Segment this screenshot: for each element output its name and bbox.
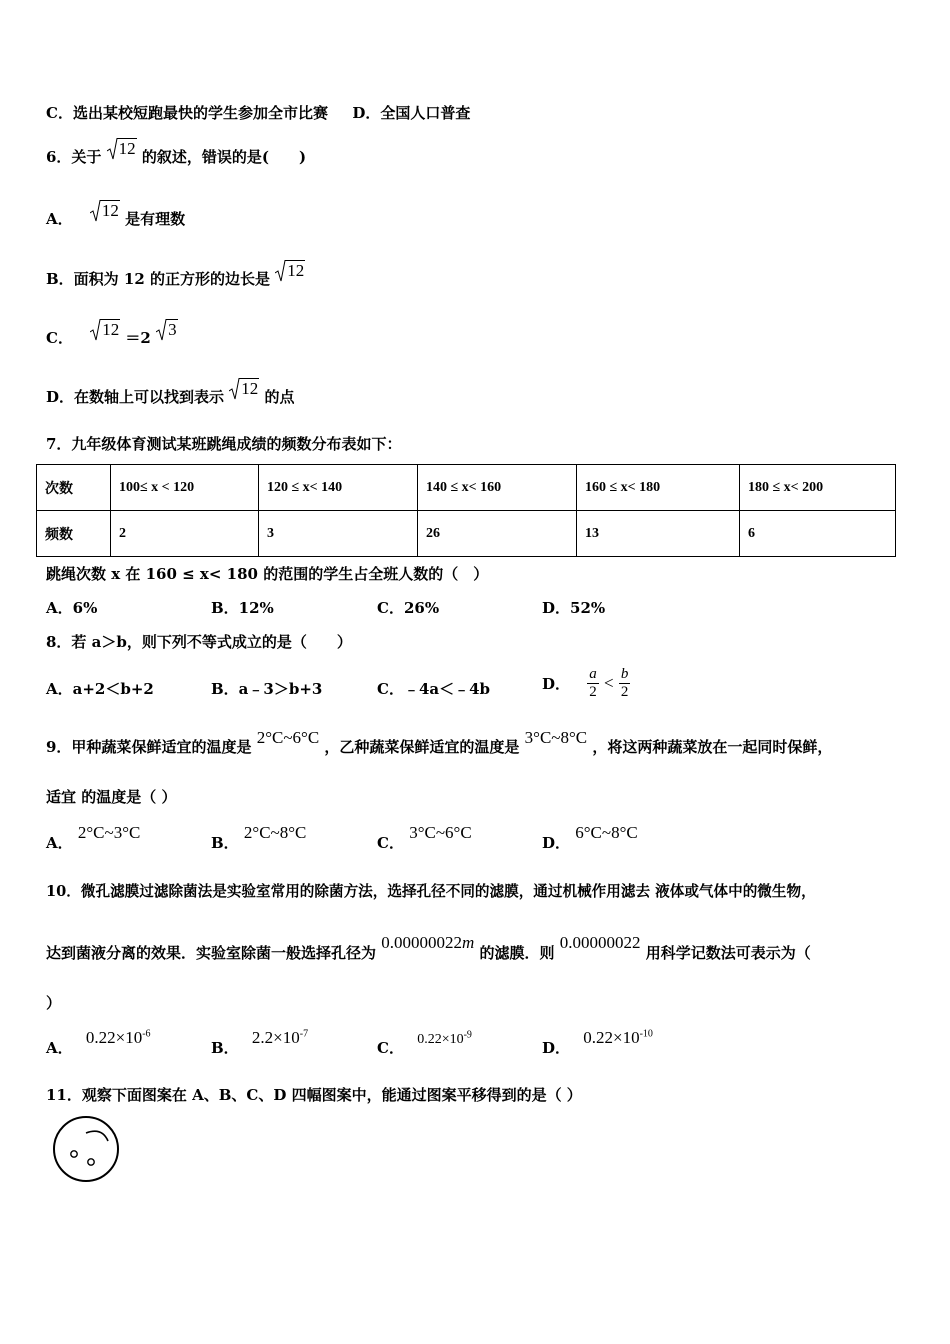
table-cell: 120 ≤ x< 140: [259, 465, 418, 511]
q7-option-d: D．52%: [542, 599, 606, 617]
q5-line: [46, 102, 470, 123]
table-cell: 6: [740, 511, 896, 557]
q9-option-b: B． 2°C~8°C: [211, 823, 307, 852]
q7-option-a: A．6%: [46, 599, 98, 617]
q10-value-m: 0.00000022m: [381, 933, 475, 952]
q6-c-sqrt: 12: [90, 320, 120, 340]
q9-range-1: 2°C~6°C: [256, 728, 320, 747]
table-row: [37, 511, 896, 557]
q5-option-c: C．选出某校短跑最快的学生参加全市比赛: [46, 104, 328, 122]
q9-stem-line2: 适宜 的温度是（ ）: [46, 788, 177, 806]
table-cell: 3: [259, 511, 418, 557]
fraction-b-over-2: $\frac{b}{2}$: [620, 666, 629, 700]
q6-option-a: A． 12 是有理数: [46, 201, 186, 228]
q11-stem: 11．观察下面图案在 A、B、C、D 四幅图案中，能通过图案平移得到的是（ ）: [46, 1086, 582, 1104]
q9-stem-line1: 9．甲种蔬菜保鲜适宜的温度是 2°C~6°C ，乙种蔬菜保鲜适宜的温度是 3°C~8°C ，将这两种蔬菜放在一起同时保鲜，: [46, 728, 833, 756]
table-cell: 频数: [37, 511, 111, 557]
q10-stem-line2: 达到菌液分离的效果．实验室除菌一般选择孔径为 0.00000022m 的滤膜．则 0.00000022 用科学记数法可表示为（: [46, 933, 811, 962]
table-cell: 140 ≤ x< 160: [418, 465, 577, 511]
table-cell: 次数: [37, 465, 111, 511]
table-cell: 180 ≤ x< 200: [740, 465, 896, 511]
table-cell: 2: [111, 511, 259, 557]
table-cell: 26: [418, 511, 577, 557]
q9-option-d: D． 6°C~8°C: [542, 823, 638, 852]
fraction-a-over-2: $\frac{a}{2}$: [589, 666, 597, 700]
q9-range-2: 3°C~8°C: [524, 728, 588, 747]
q7-stem: 7．九年级体育测试某班跳绳成绩的频数分布表如下：: [46, 435, 402, 453]
circle-pattern-figure: [50, 1113, 122, 1185]
q8-option-d: D． $\frac{a}{2}$ < $\frac{b}{2}$: [542, 666, 629, 700]
q6-prefix: 6．关于: [46, 148, 102, 166]
q6-sqrt: 12: [107, 139, 137, 159]
q6-option-c: C． 12 ＝2 3: [46, 320, 177, 347]
table-row: [37, 465, 896, 511]
q6-stem: [46, 139, 307, 167]
q10-stem-line1: 10．微孔滤膜过滤除菌法是实验室常用的除菌方法，选择孔径不同的滤膜，通过机械作用滤去 液体或气体中的微生物，: [46, 883, 816, 900]
q6-d-sqrt: 12: [229, 379, 259, 399]
q10-option-c: C． $0.22\times 10^{-9}$: [377, 1029, 472, 1057]
q6-suffix: 的叙述，错误的是( ): [141, 148, 307, 166]
q9-option-a: A． 2°C~3°C: [46, 823, 141, 852]
q6-c-sqrt3: 3: [156, 320, 178, 340]
table-cell: 100≤ x < 120: [111, 465, 259, 511]
q10-option-d: D． $0.22\times 10^{-10}$: [542, 1028, 653, 1057]
q7-option-b: B．12%: [211, 599, 274, 617]
q8-stem: 8．若 a＞b，则下列不等式成立的是（ ）: [46, 633, 352, 651]
frequency-table: [36, 464, 896, 557]
q9-option-c: C． 3°C~6°C: [377, 823, 472, 852]
q7-option-c: C．26%: [377, 599, 440, 617]
q8-option-b: B．a﹣3＞b+3: [211, 680, 323, 698]
q8-option-c: C．﹣4a＜﹣4b: [377, 680, 491, 698]
q7-question: 跳绳次数 x 在 160 ≤ x< 180 的范围的学生占全班人数的（ ）: [46, 565, 489, 583]
q6-option-b: B．面积为 12 的正方形的边长是 12: [46, 261, 305, 288]
q10-value: 0.00000022: [559, 933, 641, 952]
table-cell: 13: [577, 511, 740, 557]
q10-option-b: B． $2.2\times 10^{-7}$: [211, 1028, 309, 1057]
q6-b-sqrt: 12: [275, 261, 305, 281]
q5-option-d: D．全国人口普查: [352, 104, 471, 122]
q6-option-d: D．在数轴上可以找到表示 12 的点: [46, 379, 295, 406]
q6-a-sqrt: 12: [90, 201, 120, 221]
q10-option-a: A． $0.22\times 10^{-6}$: [46, 1028, 151, 1057]
q8-option-a: A．a+2＜b+2: [46, 680, 154, 698]
q10-stem-line3: ）: [46, 994, 62, 1012]
table-cell: 160 ≤ x< 180: [577, 465, 740, 511]
